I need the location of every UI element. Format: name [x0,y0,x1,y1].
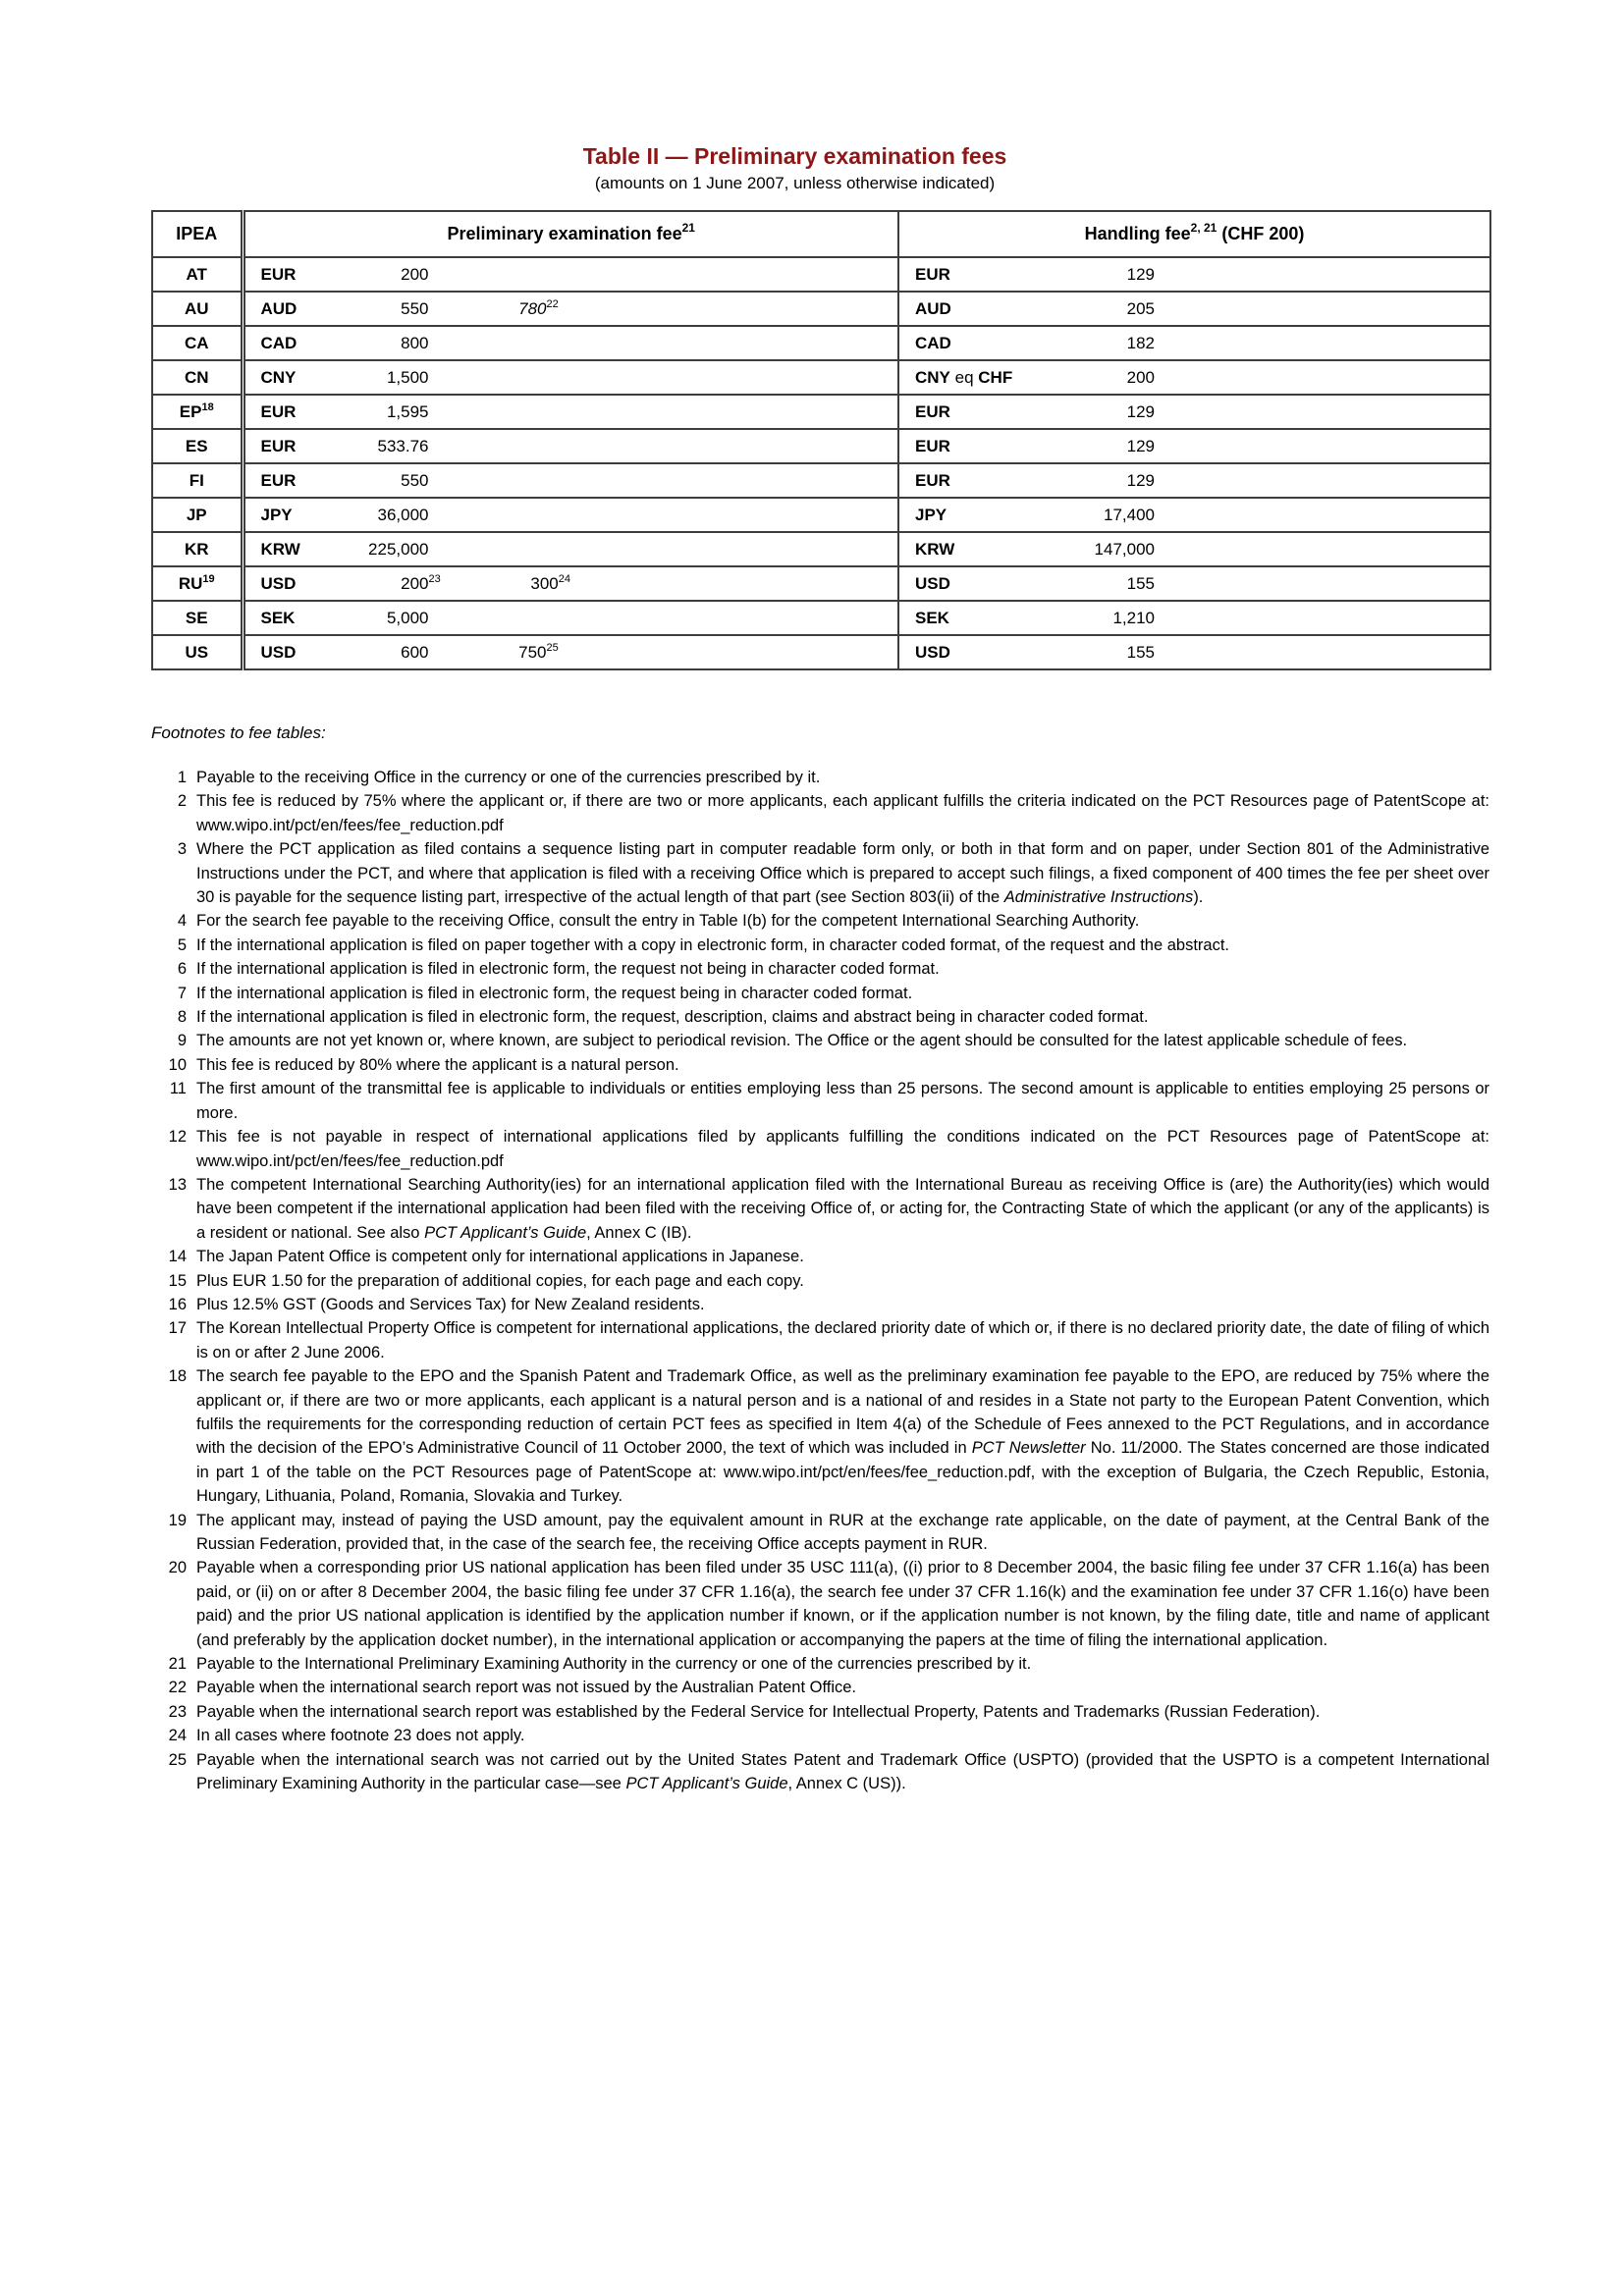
ipea-code-cell [152,292,243,326]
ipea-code: CA [184,333,209,352]
fee-amount: 155 [1126,642,1155,662]
currency-code: CAD [260,333,298,352]
page-header [151,143,1438,193]
fee-amount: 5,000 [386,608,429,627]
ipea-code-cell [152,326,243,360]
prelim-fee-cell [243,498,898,532]
fee-table-row [152,395,1490,429]
footnote-item [151,1364,1489,1508]
footnote-number: 3 [177,840,187,859]
footnote-item [151,1245,1489,1268]
fee-table-row [152,463,1490,498]
footnote-text: This fee is not payable in respect of international applications filed by applicants fulfilling the conditions indicated on the PCT Resources page of PatentScope at: www.wipo.int/pct/en/fees/fee_reduction.pdf [196,1128,1489,1170]
fee-amount: 800 [401,333,429,352]
ipea-code: CN [184,367,209,387]
footnote-number: 19 [168,1511,187,1529]
footnote-text: For the search fee payable to the receiving Office, consult the entry in Table I(b) for the competent International Searching Authority. [196,912,1140,931]
italic-text: PCT Newsletter [971,1439,1086,1458]
fee-amount: 205 [1126,298,1155,318]
currency-code: CAD [915,333,951,352]
fee-amount: 147,000 [1094,539,1155,559]
ipea-code-cell [152,463,243,498]
prelim-fee-cell [243,292,898,326]
footnote-item [151,1509,1489,1557]
footnote-item [151,766,1489,789]
footnotes-section [151,723,1489,1795]
footnote-number: 5 [177,935,187,954]
footnote-number: 10 [168,1055,187,1074]
footnote-item [151,1077,1489,1125]
header-ipea [152,211,243,257]
footnote-text: Payable to the receiving Office in the currency or one of the currencies prescribed by it. [196,769,821,786]
currency-code: EUR [915,264,950,284]
currency-code-part: CHF [978,367,1013,387]
handling-fee-cell [898,601,1490,635]
ipea-code: ES [185,436,208,455]
ipea-code-cell [152,395,243,429]
fee-amount: 129 [1126,436,1155,455]
handling-fee-cell [898,463,1490,498]
header-handling-suffix: (CHF 200) [1217,224,1305,243]
fee-amount: 36,000 [377,505,429,524]
ipea-code: EP [179,401,202,421]
footnote-text: The search fee payable to the EPO and the Spanish Patent and Trademark Office, as well as the preliminary examination fee payable to the EPO, are reduced by 75% where the applicant or, if there are two or more applicants, each applicant is a natural person and is a national of and resides in a State not party to the European Patent Convention, which fulfils the requirements for the corresponding reduction of certain PCT fees as specified in Item 4(a) of the Schedule of Fees annexed to the PCT Regulations, and in accordance with the decision of the EPO’s Administrative Council of 11 October 2000, the text of which was included in PCT Newsletter No. 11/2000. The States concerned are those indicated in part 1 of the table on the PCT Resources page of PatentScope at: www.wipo.int/pct/en/fees/fee_reduction.pdf, with the exception of Bulgaria, the Czech Republic, Estonia, Hungary, Lithuania, Poland, Romania, Slovakia and Turkey. [196,1367,1490,1506]
handling-fee-cell [898,429,1490,463]
currency-code: USD [915,573,950,593]
prelim-fee-cell [243,601,898,635]
handling-fee-cell [898,395,1490,429]
ipea-code: AT [186,264,207,284]
footnote-item [151,1676,1489,1699]
handling-fee-cell [898,360,1490,395]
ipea-code-cell [152,635,243,669]
currency-code: SEK [915,608,949,627]
handling-fee-cell [898,292,1490,326]
footnote-item [151,957,1489,981]
fee-amount: 200 [401,264,429,284]
prelim-fee-cell [243,635,898,669]
footnote-item [151,1125,1489,1173]
handling-fee-cell [898,498,1490,532]
italic-text: PCT Applicant’s Guide [424,1223,587,1242]
currency-code: AUD [260,298,298,318]
footnote-ref-icon: 23 [428,572,441,585]
fee-amount: 550 [401,470,429,490]
fee-table-row [152,326,1490,360]
prelim-fee-cell [243,532,898,566]
currency-code-part: CNY [915,367,950,387]
currency-code: CNY [260,367,297,387]
footnote-item [151,1748,1489,1796]
prelim-fee-cell [243,429,898,463]
fee-table-row [152,429,1490,463]
fee-amount: 129 [1126,264,1155,284]
fee-amount: 155 [1126,573,1155,593]
fee-table-row [152,292,1490,326]
italic-text: Administrative Instructions [1003,888,1194,907]
prelim-fee-cell [243,463,898,498]
footnote-text: Plus 12.5% GST (Goods and Services Tax) for New Zealand residents. [196,1295,705,1313]
footnote-ref-icon: 19 [202,572,215,585]
currency-code: USD [260,573,297,593]
footnote-item [151,837,1489,909]
fee-amount: 550 [401,298,429,318]
prelim-fee-cell [243,326,898,360]
fee-table-row [152,360,1490,395]
footnote-text: Payable when the international search report was established by the Federal Service for Intellectual Property, Patents and Trademarks (Russian Federation). [196,1702,1321,1721]
header-prelim-fee [243,211,898,257]
fee-table-row [152,498,1490,532]
prelim-fee-cell [243,395,898,429]
handling-fee-cell [898,257,1490,292]
ipea-code: RU [178,573,203,593]
currency-code: EUR [260,264,297,284]
footnote-text: Plus EUR 1.50 for the preparation of additional copies, for each page and each copy. [196,1271,804,1290]
currency-code: EUR [260,401,297,421]
footnote-number: 18 [168,1367,187,1386]
footnote-text: If the international application is filed in electronic form, the request, description, claims and abstract being in character coded format. [196,1008,1149,1027]
footnote-text: The amounts are not yet known or, where known, are subject to periodical revision. The Office or the agent should be consulted for the latest applicable schedule of fees. [196,1032,1408,1050]
currency-code: USD [260,642,297,662]
ipea-code: AU [184,298,209,318]
ipea-code: KR [184,539,209,559]
footnote-item [151,1316,1489,1364]
currency-code: EUR [915,470,950,490]
footnote-text: This fee is reduced by 75% where the applicant or, if there are two or more applicants, each applicant fulfills the criteria indicated on the PCT Resources page of PatentScope at: www.wipo.int/pct/en/fees/fee_reduction.pdf [196,792,1489,834]
handling-fee-cell [898,566,1490,601]
footnote-item [151,1556,1489,1652]
footnote-text: Payable when a corresponding prior US national application has been filed under 35 USC 111(a), ((i) prior to 8 December 2004, the basic filing fee under 37 CFR 1.16(a) has been paid, or (ii) on or after 8 December 2004, the basic filing fee under 37 CFR 1.16(a), the search fee under 37 CFR 1.16(k) and the examination fee under 37 CFR 1.16(o) have been paid) and the prior US national application is identified by the application number if known, or if the application number is not known, by the filing date, title and name of applicant (and preferably by the application docket number), in the international application or accompanying the papers at the time of filing the international application. [196,1559,1489,1649]
handling-fee-cell [898,635,1490,669]
footnote-ref-icon: 25 [546,641,559,654]
fee-amount: 129 [1126,470,1155,490]
footnote-text: If the international application is filed in electronic form, the request not being in character coded format. [196,960,940,979]
currency-code: EUR [260,470,297,490]
footnote-number: 12 [168,1128,187,1147]
footnote-text: Payable when the international search report was not issued by the Australian Patent Office. [196,1679,857,1697]
footnote-number: 20 [168,1559,187,1577]
currency-code: EUR [915,436,950,455]
footnote-number: 11 [169,1080,187,1098]
footnote-number: 15 [168,1271,187,1290]
footnote-text: The competent International Searching Authority(ies) for an international application filed with the International Bureau as receiving Office is (are) the Authority(ies) which would have been competent if the international application had been filed with the receiving Office of, or acting for, the Contracting State of which the applicant (or any of the applicants) is a resident or national. See also PCT Applicant’s Guide, Annex C (IB). [196,1175,1489,1242]
footnote-ref-2-21-icon: 2, 21 [1190,221,1217,235]
header-ipea-label: IPEA [176,224,218,243]
fee-amount: 225,000 [368,539,429,559]
fee-amount: 533.76 [377,436,429,455]
currency-code: EUR [260,436,297,455]
footnote-number: 7 [177,984,187,1002]
ipea-code-cell [152,360,243,395]
fee-amount: 1,210 [1112,608,1155,627]
header-handling-label: Handling fee [1084,224,1191,243]
footnote-number: 13 [168,1175,187,1194]
fee-amount-alt: 750 [518,642,547,662]
fee-amount: 200 [401,573,429,593]
prelim-fee-cell [243,566,898,601]
table-title: Table II — Preliminary examination fees [582,143,1007,169]
footnote-number: 1 [177,769,187,786]
fees-table-header [152,211,1490,257]
footnote-number: 4 [177,912,187,931]
footnote-item [151,1269,1489,1293]
ipea-code-cell [152,498,243,532]
currency-code: SEK [260,608,296,627]
footnotes-heading: Footnotes to fee tables: [151,723,326,742]
table-subtitle: (amounts on 1 June 2007, unless otherwise indicated) [594,174,996,192]
fee-amount: 1,500 [386,367,429,387]
footnote-item [151,982,1489,1005]
fee-table-row [152,601,1490,635]
footnote-number: 23 [168,1702,187,1721]
footnote-number: 25 [168,1750,187,1769]
footnote-text: In all cases where footnote 23 does not apply. [196,1727,525,1745]
header-row [152,211,1490,257]
currency-code: AUD [915,298,951,318]
fee-table-row [152,566,1490,601]
footnote-number: 22 [168,1679,187,1697]
footnote-number: 9 [177,1032,187,1050]
prelim-fee-cell [243,360,898,395]
footnote-number: 16 [168,1295,187,1313]
currency-code: KRW [915,539,955,559]
fees-table-body [152,257,1490,669]
fee-amount: 600 [401,642,429,662]
currency-code: JPY [260,505,293,524]
footnote-number: 6 [177,960,187,979]
ipea-code-cell [152,566,243,601]
handling-fee-cell [898,532,1490,566]
ipea-code: US [185,642,209,662]
currency-code [899,368,1033,388]
italic-text: PCT Applicant’s Guide [625,1775,788,1793]
footnote-item [151,1652,1489,1676]
footnote-item [151,1293,1489,1316]
ipea-code: JP [186,505,207,524]
footnote-text: If the international application is filed on paper together with a copy in electronic form, in character coded format, of the request and the abstract. [196,935,1230,954]
footnote-text: The Japan Patent Office is competent only for international applications in Japanese. [196,1248,804,1266]
footnote-item [151,1053,1489,1077]
fee-table-row [152,635,1490,669]
ipea-code: SE [185,608,208,627]
footnote-item [151,1173,1489,1245]
eq-text: eq [949,367,979,387]
footnote-number: 14 [168,1248,187,1266]
footnote-text: If the international application is filed in electronic form, the request being in character coded format. [196,984,913,1002]
ipea-code-cell [152,532,243,566]
footnote-ref-icon: 18 [201,400,214,413]
ipea-code-cell [152,257,243,292]
footnote-item [151,1005,1489,1029]
ipea-code-cell [152,429,243,463]
footnote-item [151,1029,1489,1052]
fee-amount: 200 [1126,367,1155,387]
footnotes-list [151,766,1489,1795]
footnote-text: Payable when the international search was not carried out by the United States Patent and Trademark Office (USPTO) (provided that the USPTO is a competent International Preliminary Examining Authority in the particular case—see PCT Applicant’s Guide, Annex C (US)). [196,1750,1489,1793]
footnote-item [151,1700,1489,1724]
footnote-number: 24 [168,1727,187,1745]
fee-amount: 1,595 [386,401,429,421]
currency-code: JPY [915,505,947,524]
currency-code: KRW [260,539,300,559]
footnote-item [151,909,1489,933]
prelim-fee-cell [243,257,898,292]
fee-amount-alt: 300 [530,573,559,593]
ipea-code: FI [189,470,204,490]
footnote-text: This fee is reduced by 80% where the applicant is a natural person. [196,1055,679,1074]
fee-table-row [152,532,1490,566]
fee-table-row [152,257,1490,292]
fee-amount-alt: 780 [518,298,547,318]
ipea-code-cell [152,601,243,635]
header-handling-fee [898,211,1490,257]
fee-amount: 129 [1126,401,1155,421]
footnote-number: 21 [168,1655,187,1674]
footnote-ref-icon: 22 [546,297,559,310]
footnote-text: The first amount of the transmittal fee is applicable to individuals or entities employing less than 25 persons. The second amount is applicable to entities employing 25 persons or more. [196,1080,1489,1122]
footnote-number: 17 [168,1319,187,1338]
footnote-item [151,1724,1489,1747]
fee-amount: 17,400 [1104,505,1155,524]
footnote-text: The applicant may, instead of paying the USD amount, pay the equivalent amount in RUR at the exchange rate applicable, on the date of payment, at the Central Bank of the Russian Federation, provided that, in the case of the search fee, the receiving Office accepts payment in RUR. [196,1511,1489,1553]
footnote-number: 8 [177,1008,187,1027]
footnote-text: Payable to the International Preliminary Examining Authority in the currency or one of the currencies prescribed by it. [196,1655,1032,1674]
currency-code: EUR [915,401,950,421]
footnote-item [151,934,1489,957]
footnote-ref-21-icon: 21 [681,221,695,235]
header-prelim-label: Preliminary examination fee [447,224,682,243]
footnote-item [151,789,1489,837]
handling-fee-cell [898,326,1490,360]
footnote-text: Where the PCT application as filed contains a sequence listing part in computer readable form only, or both in that form and on paper, under Section 801 of the Administrative Instructions under the PCT, and where that application is filed with a receiving Office which is prepared to accept such filings, a fixed component of 400 times the fee per sheet over 30 is payable for the sequence listing part, irrespective of the actual length of that part (see Section 803(ii) of the Administrative Instructions). [196,840,1489,907]
fees-table [151,210,1491,670]
footnote-ref-icon: 24 [558,572,570,585]
footnote-number: 2 [177,792,187,811]
fee-amount: 182 [1126,333,1155,352]
currency-code: USD [915,642,950,662]
footnote-text: The Korean Intellectual Property Office is competent for international applications, the declared priority date of which or, if there is no declared priority date, the date of filing of which is on or after 2 June 2006. [196,1319,1489,1362]
